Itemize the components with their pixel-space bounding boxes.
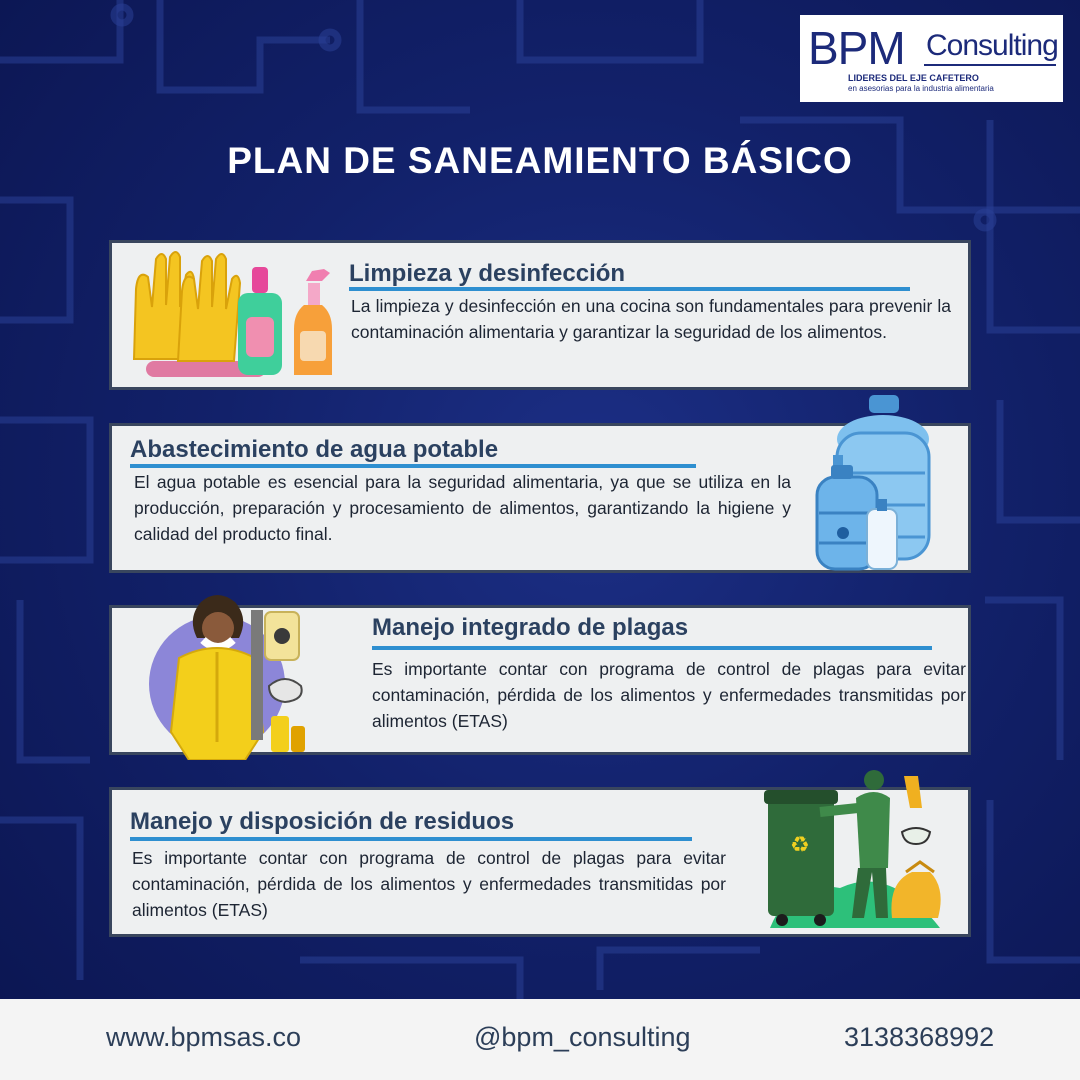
social-handle[interactable]: @bpm_consulting <box>474 1022 691 1052</box>
card-title: Abastecimiento de agua potable <box>130 436 499 463</box>
card-title-underline <box>372 646 932 650</box>
card-title-underline <box>130 464 696 468</box>
footer <box>0 999 1080 1080</box>
pest-control-worker-icon <box>145 592 310 760</box>
cleaning-supplies-icon <box>126 249 338 387</box>
card-title: Manejo integrado de plagas <box>372 614 689 641</box>
logo-divider <box>924 64 1056 66</box>
card-text: Es importante contar con programa de control de plagas para evitar contaminación, pérdida de los alimentos y enfermedades transmitidas por alimentos (ETAS) <box>372 659 966 731</box>
svg-text:♻: ♻ <box>790 833 810 858</box>
card-text: Es importante contar con programa de control de plagas para evitar contaminación, pérdida de los alimentos y enfermedades transmitidas por alimentos (ETAS) <box>132 848 726 920</box>
logo-consulting-text: Consulting <box>926 29 1058 62</box>
page-title: PLAN DE SANEAMIENTO BÁSICO <box>227 140 853 181</box>
card-title-underline <box>349 287 910 291</box>
card-title: Limpieza y desinfección <box>349 260 626 287</box>
water-jugs-icon <box>805 393 940 573</box>
website-link[interactable]: www.bpmsas.co <box>106 1022 302 1052</box>
waste-worker-icon <box>760 768 950 930</box>
card-title-underline <box>130 837 692 841</box>
logo-tagline-1: LIDERES DEL EJE CAFETERO <box>848 73 979 83</box>
card-limpieza <box>109 240 971 390</box>
bpm-consulting-logo <box>800 15 1063 102</box>
logo-tagline-2: en asesorias para la industria alimentaria <box>848 84 994 93</box>
card-text: El agua potable es esencial para la seguridad alimentaria, ya que se utiliza en la producción, preparación y procesamiento de alimentos, garantizando la higiene y calidad del producto final. <box>134 472 791 544</box>
logo-bpm-text: BPM <box>808 22 905 74</box>
card-text: La limpieza y desinfección en una cocina son fundamentales para prevenir la contaminación alimentaria y garantizar la seguridad de los alimentos. <box>351 296 951 342</box>
phone-number: 3138368992 <box>844 1022 995 1052</box>
card-title: Manejo y disposición de residuos <box>130 808 515 835</box>
